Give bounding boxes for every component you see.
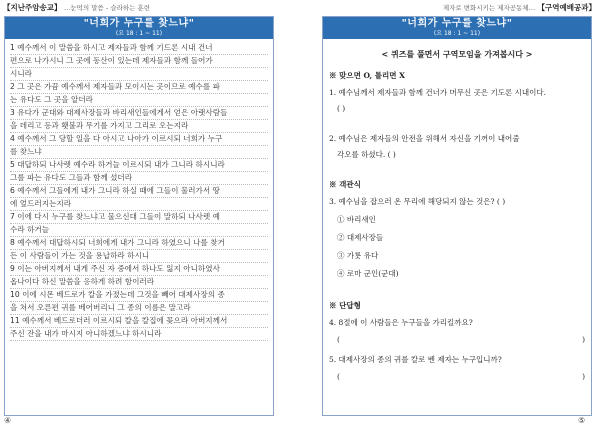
question-4: 4. 8절에 이 사람들은 누구들을 가리킬까요? bbox=[329, 318, 473, 327]
left-header bbox=[3, 2, 150, 13]
verse-line: 를 찾느냐 bbox=[10, 146, 268, 159]
verse-line: 그를 파는 유다도 그들과 함께 섰더라 bbox=[10, 172, 268, 185]
blank-close: ) bbox=[582, 372, 585, 381]
scripture-page bbox=[4, 16, 274, 416]
verse-line: 편으로 나가시니 그 곳에 동산이 있는데 제자들과 함께 들어가 bbox=[10, 55, 268, 68]
verse-line: 주신 잔을 내가 마시지 아니하겠느냐 하시니라 bbox=[10, 328, 268, 341]
left-header-subtitle: …눈먹의 말씀 - 슬라하는 훈련 bbox=[63, 4, 151, 12]
left-header-tag: 【지난주암송교】 bbox=[3, 3, 62, 12]
quiz-body bbox=[323, 39, 591, 381]
option-1[interactable]: ① 바리새인 bbox=[337, 215, 376, 224]
verse-line: 는 유다도 그 곳을 알더라 bbox=[10, 94, 268, 107]
verse-line: 2 그 곳은 가끔 예수께서 제자들과 모이시는 곳이므로 예수를 파 bbox=[10, 81, 268, 94]
verse-line: 수라 하거늘 bbox=[10, 224, 268, 237]
question-3: 3. 예수님을 잡으러 온 무리에 해당되지 않는 것은? ( ) bbox=[329, 197, 506, 206]
blank-open: ( bbox=[337, 335, 340, 344]
banner-reference: (요 18 : 1 ~ 11) bbox=[433, 30, 481, 37]
page-number-left: ④ bbox=[4, 416, 12, 424]
answer-blank-4[interactable] bbox=[337, 335, 585, 344]
question-2: 2. 예수님은 제자들의 안전을 위해서 자신을 기꺼이 내어줄 bbox=[329, 134, 520, 143]
right-header bbox=[443, 2, 596, 13]
answer-blank-2[interactable]: 각오를 하셨다. ( ) bbox=[337, 150, 396, 159]
option-4[interactable]: ④ 로마 군인(군대) bbox=[337, 269, 399, 278]
question-1: 1. 예수님께서 제자들과 함께 건너가 머무신 곳은 기도론 시내이다. bbox=[329, 88, 546, 97]
scripture-banner bbox=[5, 17, 273, 39]
option-3[interactable]: ③ 가룟 유다 bbox=[337, 251, 379, 260]
banner-reference: (요 18 : 1 ~ 11) bbox=[115, 30, 163, 37]
quiz-title: < 퀴즈를 풀면서 구역모임을 가져봅시다 > bbox=[381, 49, 533, 59]
verse-line: 10 이에 시몬 베드로가 칼을 가졌는데 그것을 빼어 대제사장의 종 bbox=[10, 289, 268, 302]
verse-line: 시니라 bbox=[10, 68, 268, 81]
verse-line: 1 예수께서 이 말씀을 하시고 제자들과 함께 기드론 시내 건너 bbox=[10, 42, 268, 55]
blank-close: ) bbox=[582, 335, 585, 344]
right-header-tag: 【구역예배공과】 bbox=[537, 3, 596, 12]
verse-line: 6 예수께서 그들에게 내가 그니라 하실 때에 그들이 물러가서 땅 bbox=[10, 185, 268, 198]
verse-line: 11 예수께서 베드로더러 이르시되 칼을 칼집에 꽂으라 아버지께서 bbox=[10, 315, 268, 328]
banner-title: "너희가 누구를 찾느냐" bbox=[83, 18, 195, 29]
verse-list bbox=[5, 39, 273, 341]
blank-open: ( bbox=[337, 372, 340, 381]
verse-line: 에 엎드러지는지라 bbox=[10, 198, 268, 211]
verse-line: 7 이에 다시 누구를 찾느냐고 물으신대 그들이 말하되 나사렛 예 bbox=[10, 211, 268, 224]
quiz-page bbox=[322, 16, 592, 416]
question-5: 5. 대제사장의 종의 귀를 칼로 벤 제자는 누구입니까? bbox=[329, 355, 502, 364]
section-ox: ※ 맞으면 O, 틀리면 X bbox=[329, 71, 405, 80]
answer-blank-5[interactable] bbox=[337, 372, 585, 381]
banner-title: "너희가 누구를 찾느냐" bbox=[401, 18, 513, 29]
right-header-subtitle: 제자로 변화시키는 제자공동체… bbox=[442, 4, 536, 12]
verse-line: 8 예수께서 대답하시되 너희에게 내가 그니라 하였으니 나를 찾거 bbox=[10, 237, 268, 250]
verse-line: 9 이는 아버지께서 내게 주신 자 중에서 하나도 잃지 아니하였사 bbox=[10, 263, 268, 276]
verse-line: 을 데리고 등과 횃불과 무기를 가지고 그리로 오는지라 bbox=[10, 120, 268, 133]
answer-blank-1[interactable]: ( ) bbox=[337, 104, 346, 113]
verse-line: 을 쳐서 오른편 귀를 베어버리니 그 종의 이름은 말고라 bbox=[10, 302, 268, 315]
section-short-answer: ※ 단답형 bbox=[329, 301, 361, 310]
page-number-right: ⑤ bbox=[578, 416, 586, 424]
verse-line: 5 대답하되 나사렛 예수라 하거늘 이르시되 내가 그니라 하시니라 bbox=[10, 159, 268, 172]
quiz-banner bbox=[323, 17, 591, 39]
verse-line: 든 이 사람들이 가는 것을 용납하라 하시니 bbox=[10, 250, 268, 263]
verse-line: 4 예수께서 그 당할 일을 다 아시고 나아가 이르시되 너희가 누구 bbox=[10, 133, 268, 146]
option-2[interactable]: ② 대제사장들 bbox=[337, 233, 384, 242]
verse-line: 3 유다가 군대와 대제사장들과 바리새인들에게서 얻은 아랫사람들 bbox=[10, 107, 268, 120]
verse-line: 옵나이다 하신 말씀을 응하게 하려 함이러라 bbox=[10, 276, 268, 289]
section-choice: ※ 객관식 bbox=[329, 180, 361, 189]
